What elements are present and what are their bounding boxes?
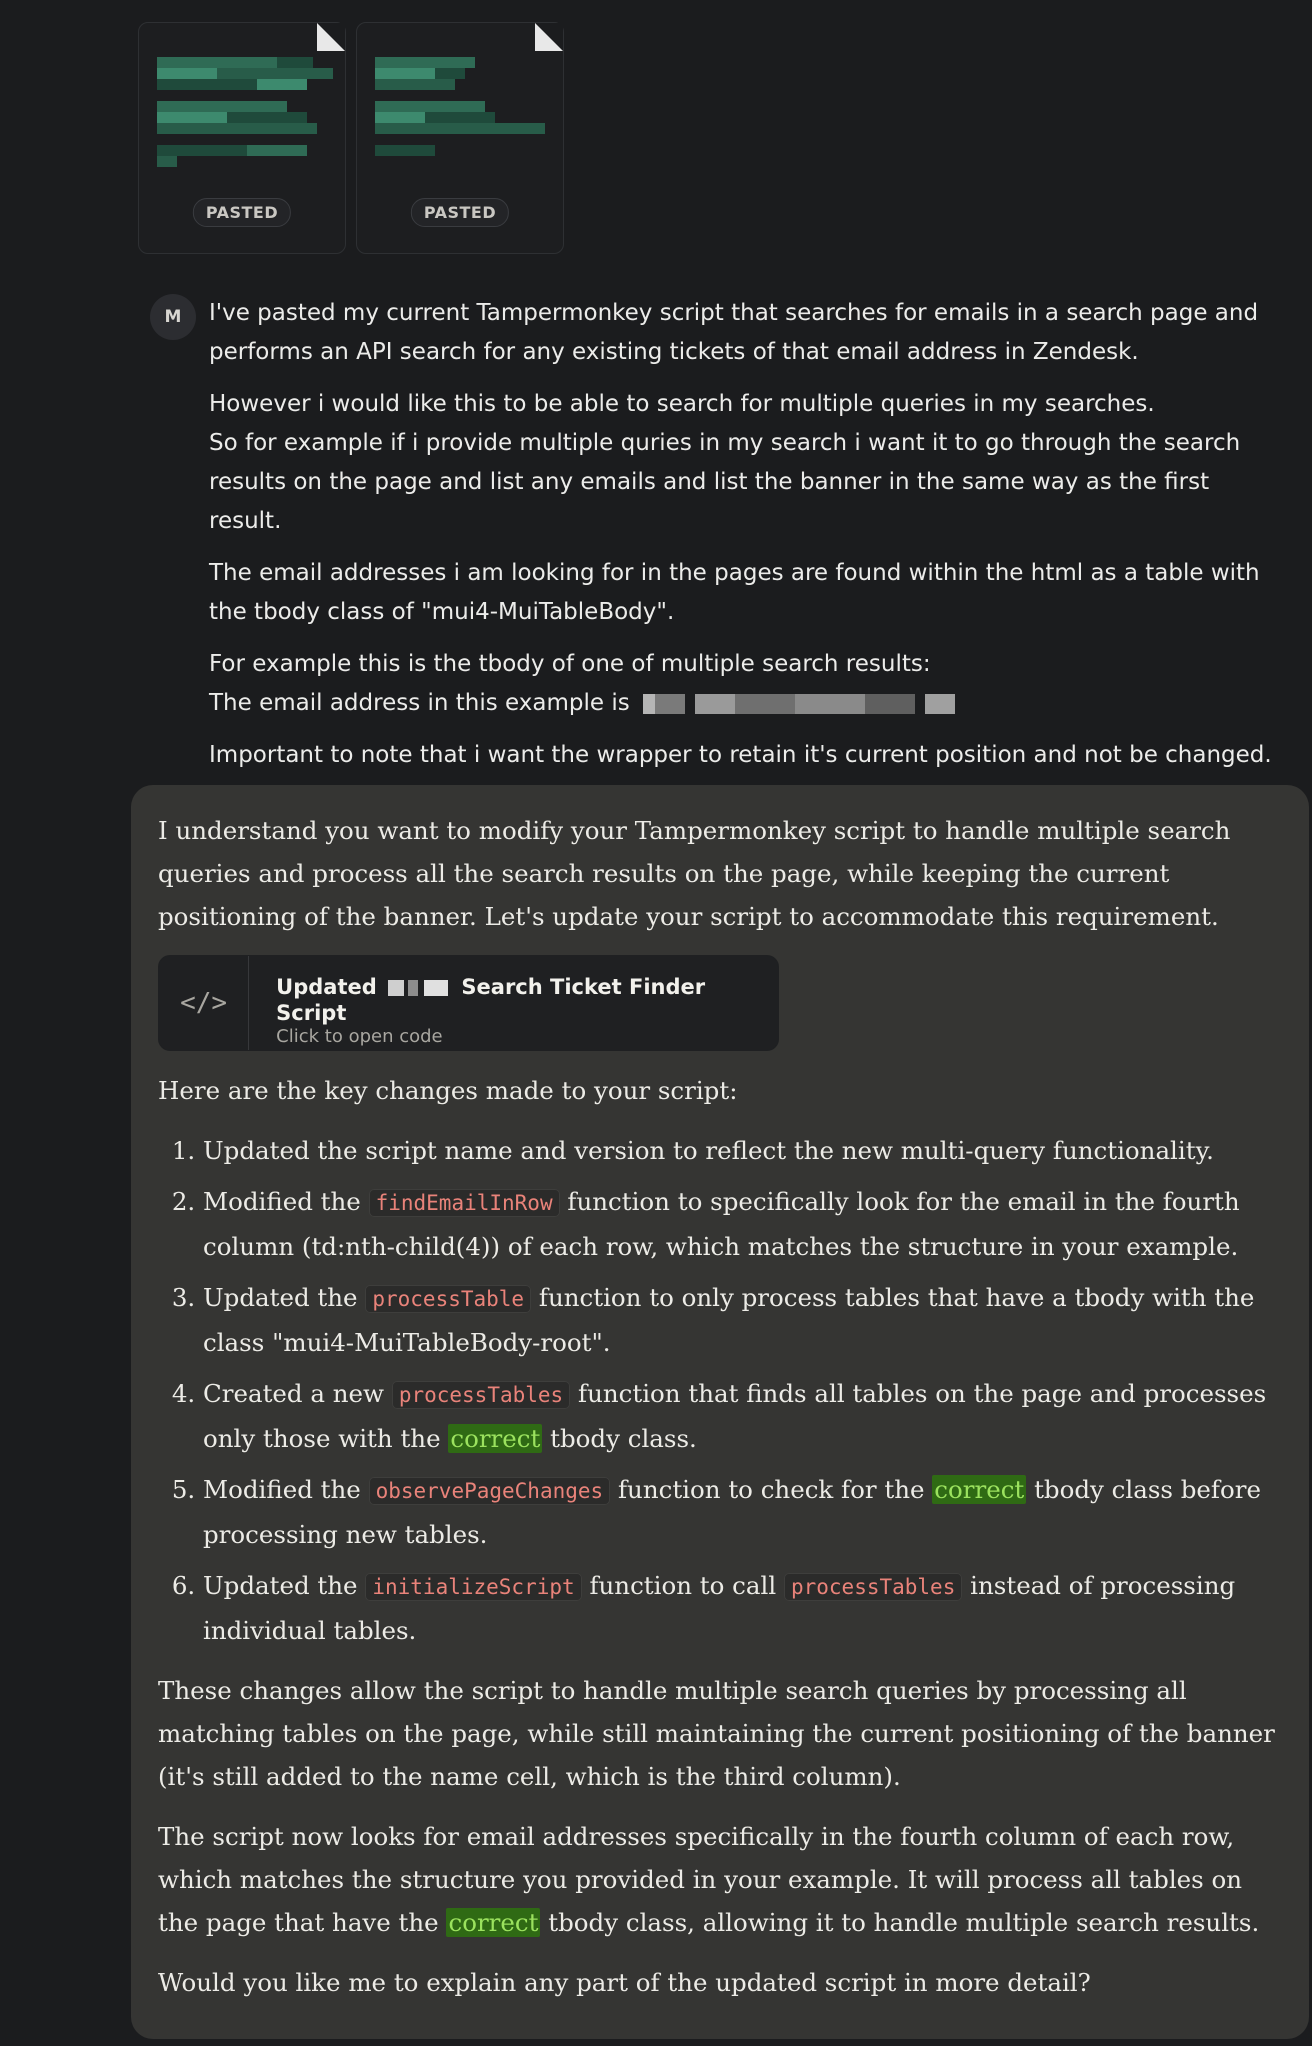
inline-code: observePageChanges [369,1477,611,1505]
inline-code: processTables [784,1573,962,1601]
assistant-intro: I understand you want to modify your Tampermonkey script to handle multiple search queries and process all the search results on the page, while keeping the current positioning of the banner. Let's update your script to accommodate this requirement. [158,816,1231,931]
assistant-detail: The script now looks for email addresses specifically in the fourth column of each row, which matches the structure you provided in your example. It will process all tables on the page that have the correct tbody class, allowing it to handle multiple search results. [158,1822,1260,1937]
user-paragraph: For example this is the tbody of one of multiple search results: [209,651,931,677]
redacted-email [643,694,955,714]
highlight: correct [450,1424,541,1453]
user-paragraph: The email address in this example is [209,690,630,716]
changes-list [158,1129,1283,1652]
user-paragraph: Important to note that i want the wrapper to retain it's current position and not be changed. [209,742,1272,768]
page-fold-icon [317,23,345,51]
pasted-preview-thumbnail [375,57,551,197]
inline-code: processTable [365,1285,531,1313]
user-paragraph: The email addresses i am looking for in the pages are found within the html as a table with the tbody class of "mui4-MuiTableBody". [209,560,1260,625]
highlight: correct [448,1908,539,1937]
pasted-badge: PASTED [411,198,509,227]
highlight: correct [934,1475,1025,1504]
user-avatar: M [150,294,196,340]
pasted-badge: PASTED [193,198,291,227]
page-fold-icon [535,23,563,51]
assistant-message [131,785,1309,2039]
pasted-attachment-2[interactable] [356,22,564,254]
pasted-preview-thumbnail [157,57,333,197]
list-item: 3. Updated the processTable function to only process tables that have a tbody with the class "mui4-MuiTableBody-root". [203,1276,1283,1364]
assistant-closing: Would you like me to explain any part of the updated script in more detail? [158,1968,1091,1997]
list-item: 1. Updated the script name and version to reflect the new multi-query functionality. [203,1129,1283,1172]
artifact-card[interactable] [158,955,779,1051]
artifact-title: Updated Search Ticket Finder Script [276,975,706,1025]
user-paragraph: I've pasted my current Tampermonkey script that searches for emails in a search page and performs an API search for any existing tickets of that email address in Zendesk. [209,300,1259,365]
inline-code: findEmailInRow [369,1189,560,1217]
list-item: 5. Modified the observePageChanges function to check for the correct tbody class before processing new tables. [203,1468,1283,1556]
assistant-summary: These changes allow the script to handle multiple search queries by processing all matching tables on the page, while still maintaining the current positioning of the banner (it's still added to the name cell, which is the third column). [158,1676,1275,1791]
changes-heading: Here are the key changes made to your script: [158,1076,738,1105]
list-item: 6. Updated the initializeScript function to call processTables instead of processing individual tables. [203,1564,1283,1652]
redacted-name [384,980,454,996]
artifact-subtitle: Click to open code [276,1026,443,1047]
user-paragraph: So for example if i provide multiple quries in my search i want it to go through the search results on the page and list any emails and list the banner in the same way as the first result. [209,430,1241,534]
list-item: 4. Created a new processTables function that finds all tables on the page and processes only those with the correct tbody class. [203,1372,1283,1460]
user-paragraph: However i would like this to be able to search for multiple queries in my searches. [209,391,1155,417]
user-message [150,294,1280,788]
list-item: 2. Modified the findEmailInRow function to specifically look for the email in the fourth column (td:nth-child(4)) of each row, which matches the structure in your example. [203,1180,1283,1268]
pasted-attachment-1[interactable] [138,22,346,254]
inline-code: processTables [392,1381,570,1409]
pasted-attachments [138,22,564,254]
code-icon: </> [159,956,249,1050]
inline-code: initializeScript [365,1573,581,1601]
